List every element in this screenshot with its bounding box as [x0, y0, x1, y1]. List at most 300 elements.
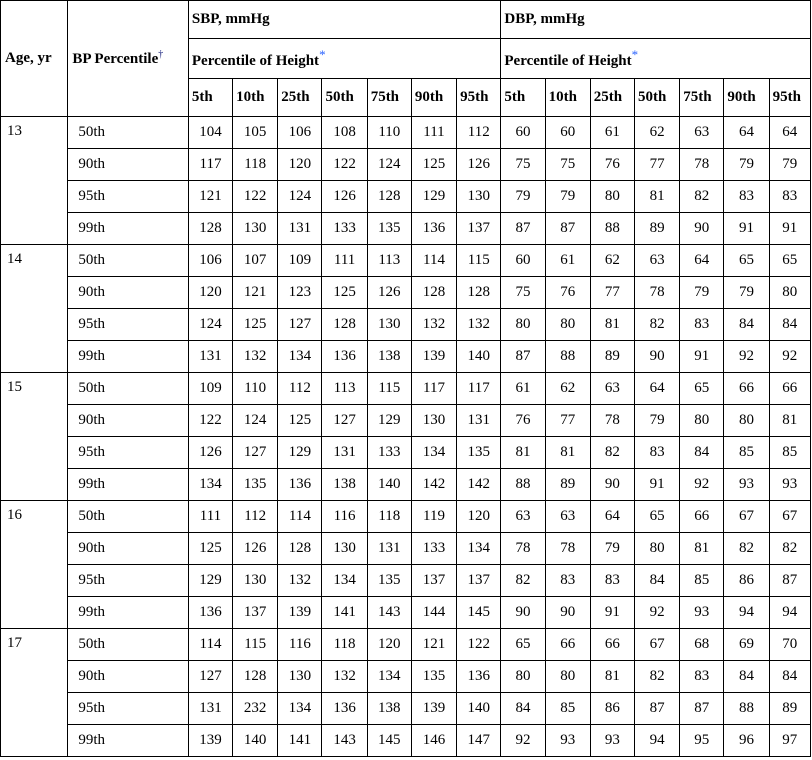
sbp-value-cell: 128 [367, 181, 411, 213]
dbp-value-cell: 83 [769, 181, 810, 213]
dbp-value-cell: 83 [724, 181, 769, 213]
dbp-value-cell: 76 [545, 277, 590, 309]
sbp-value-cell: 117 [188, 149, 232, 181]
sbp-value-cell: 111 [411, 117, 456, 149]
age-cell [1, 565, 68, 597]
age-cell [1, 437, 68, 469]
sbp-col-50th: 50th [322, 79, 367, 117]
bp-percentile-header-top [68, 1, 189, 39]
sbp-value-cell: 135 [367, 565, 411, 597]
sbp-value-cell: 128 [322, 309, 367, 341]
sbp-col-75th: 75th [367, 79, 411, 117]
header-row-percentiles [1, 79, 811, 117]
dbp-value-cell: 63 [680, 117, 724, 149]
dbp-value-cell: 63 [501, 501, 545, 533]
dbp-value-cell: 67 [724, 501, 769, 533]
sbp-value-cell: 112 [278, 373, 322, 405]
sbp-value-cell: 118 [322, 629, 367, 661]
bp-percentile-cell: 50th [68, 629, 189, 661]
sbp-value-cell: 136 [322, 693, 367, 725]
dbp-col-95th: 95th [769, 79, 810, 117]
dbp-value-cell: 87 [501, 341, 545, 373]
bp-percentile-cell: 99th [68, 469, 189, 501]
sbp-col-25th: 25th [278, 79, 322, 117]
sbp-value-cell: 135 [233, 469, 278, 501]
sbp-value-cell: 109 [278, 245, 322, 277]
dbp-col-75th: 75th [680, 79, 724, 117]
table-row [1, 341, 811, 373]
dagger-footnote-mark: † [158, 49, 164, 60]
sbp-value-cell: 128 [188, 213, 232, 245]
dbp-value-cell: 61 [501, 373, 545, 405]
dbp-value-cell: 66 [769, 373, 810, 405]
header-row-height-label [1, 39, 811, 79]
dbp-value-cell: 82 [680, 181, 724, 213]
dbp-value-cell: 64 [680, 245, 724, 277]
dbp-col-5th: 5th [501, 79, 545, 117]
sbp-header: SBP, mmHg [188, 1, 501, 39]
sbp-value-cell: 126 [233, 533, 278, 565]
sbp-value-cell: 130 [367, 309, 411, 341]
dbp-value-cell: 62 [545, 373, 590, 405]
dbp-value-cell: 80 [635, 533, 680, 565]
sbp-col-95th: 95th [457, 79, 501, 117]
sbp-value-cell: 131 [188, 693, 232, 725]
table-row [1, 501, 811, 533]
dbp-value-cell: 81 [769, 405, 810, 437]
age-cell [1, 469, 68, 501]
dbp-value-cell: 90 [635, 341, 680, 373]
table-row [1, 213, 811, 245]
dbp-value-cell: 82 [724, 533, 769, 565]
dbp-value-cell: 84 [635, 565, 680, 597]
dbp-col-10th: 10th [545, 79, 590, 117]
sbp-height-label: Percentile of Height [191, 53, 320, 69]
bp-percentile-cell: 99th [68, 725, 189, 757]
dbp-value-cell: 84 [769, 309, 810, 341]
dbp-value-cell: 85 [545, 693, 590, 725]
table-row [1, 149, 811, 181]
bp-percentile-cell: 50th [68, 501, 189, 533]
dbp-value-cell: 75 [545, 149, 590, 181]
dbp-value-cell: 60 [501, 117, 545, 149]
sbp-value-cell: 145 [457, 597, 501, 629]
dbp-value-cell: 80 [769, 277, 810, 309]
dbp-value-cell: 92 [635, 597, 680, 629]
sbp-value-cell: 147 [457, 725, 501, 757]
sbp-value-cell: 137 [457, 213, 501, 245]
dbp-value-cell: 66 [680, 501, 724, 533]
age-cell: 14 [1, 245, 68, 277]
dbp-value-cell: 62 [635, 117, 680, 149]
dbp-value-cell: 80 [680, 405, 724, 437]
bp-percentile-cell: 90th [68, 533, 189, 565]
sbp-value-cell: 135 [367, 213, 411, 245]
sbp-value-cell: 120 [278, 149, 322, 181]
dbp-value-cell: 81 [590, 661, 634, 693]
age-cell [1, 405, 68, 437]
sbp-value-cell: 137 [411, 565, 456, 597]
sbp-value-cell: 128 [233, 661, 278, 693]
dbp-value-cell: 61 [590, 117, 634, 149]
bp-percentile-header-label: BP Percentile [72, 51, 159, 67]
dbp-value-cell: 83 [635, 437, 680, 469]
dbp-value-cell: 61 [545, 245, 590, 277]
sbp-value-cell: 133 [367, 437, 411, 469]
sbp-value-cell: 121 [188, 181, 232, 213]
dbp-value-cell: 76 [590, 149, 634, 181]
dbp-value-cell: 87 [635, 693, 680, 725]
sbp-value-cell: 124 [367, 149, 411, 181]
dbp-value-cell: 79 [680, 277, 724, 309]
sbp-value-cell: 122 [322, 149, 367, 181]
sbp-value-cell: 130 [457, 181, 501, 213]
table-row [1, 405, 811, 437]
sbp-value-cell: 127 [233, 437, 278, 469]
sbp-value-cell: 110 [233, 373, 278, 405]
dbp-value-cell: 67 [635, 629, 680, 661]
sbp-value-cell: 125 [233, 309, 278, 341]
dbp-value-cell: 86 [724, 565, 769, 597]
sbp-value-cell: 120 [457, 501, 501, 533]
sbp-value-cell: 117 [411, 373, 456, 405]
sbp-value-cell: 124 [278, 181, 322, 213]
sbp-value-cell: 122 [233, 181, 278, 213]
dbp-value-cell: 80 [501, 309, 545, 341]
sbp-value-cell: 114 [278, 501, 322, 533]
bp-percentile-cell: 95th [68, 309, 189, 341]
dbp-value-cell: 68 [680, 629, 724, 661]
table-row [1, 629, 811, 661]
sbp-value-cell: 139 [188, 725, 232, 757]
sbp-value-cell: 117 [457, 373, 501, 405]
sbp-value-cell: 119 [411, 501, 456, 533]
sbp-value-cell: 128 [411, 277, 456, 309]
dbp-value-cell: 87 [680, 693, 724, 725]
dbp-value-cell: 79 [590, 533, 634, 565]
dbp-value-cell: 82 [769, 533, 810, 565]
dbp-value-cell: 91 [635, 469, 680, 501]
table-row [1, 597, 811, 629]
sbp-value-cell: 140 [367, 469, 411, 501]
sbp-value-cell: 115 [233, 629, 278, 661]
dbp-value-cell: 83 [680, 661, 724, 693]
sbp-value-cell: 134 [457, 533, 501, 565]
age-cell [1, 309, 68, 341]
sbp-value-cell: 129 [411, 181, 456, 213]
bp-percentile-cell: 95th [68, 437, 189, 469]
dbp-value-cell: 65 [635, 501, 680, 533]
bp-percentile-cell: 95th [68, 565, 189, 597]
sbp-value-cell: 130 [233, 213, 278, 245]
sbp-value-cell: 135 [411, 661, 456, 693]
dbp-value-cell: 60 [545, 117, 590, 149]
dbp-value-cell: 80 [590, 181, 634, 213]
age-cell [1, 693, 68, 725]
dbp-value-cell: 77 [635, 149, 680, 181]
table-row [1, 117, 811, 149]
sbp-value-cell: 118 [233, 149, 278, 181]
dbp-value-cell: 91 [680, 341, 724, 373]
sbp-value-cell: 115 [367, 373, 411, 405]
dbp-value-cell: 79 [724, 277, 769, 309]
sbp-value-cell: 132 [233, 341, 278, 373]
sbp-value-cell: 140 [233, 725, 278, 757]
sbp-value-cell: 137 [457, 565, 501, 597]
table-row [1, 437, 811, 469]
dbp-value-cell: 83 [680, 309, 724, 341]
age-cell: 13 [1, 117, 68, 149]
dbp-value-cell: 87 [545, 213, 590, 245]
age-header-top [1, 1, 68, 39]
table-row [1, 533, 811, 565]
dbp-value-cell: 91 [769, 213, 810, 245]
dbp-value-cell: 92 [724, 341, 769, 373]
sbp-value-cell: 114 [188, 629, 232, 661]
sbp-value-cell: 135 [457, 437, 501, 469]
dbp-value-cell: 64 [590, 501, 634, 533]
dbp-value-cell: 82 [501, 565, 545, 597]
sbp-value-cell: 108 [322, 117, 367, 149]
dbp-value-cell: 77 [545, 405, 590, 437]
sbp-value-cell: 105 [233, 117, 278, 149]
sbp-value-cell: 138 [367, 693, 411, 725]
dbp-value-cell: 96 [724, 725, 769, 757]
sbp-value-cell: 146 [411, 725, 456, 757]
dbp-value-cell: 78 [545, 533, 590, 565]
sbp-value-cell: 126 [188, 437, 232, 469]
sbp-value-cell: 143 [367, 597, 411, 629]
bp-percentile-cell: 95th [68, 181, 189, 213]
sbp-value-cell: 126 [457, 149, 501, 181]
sbp-value-cell: 111 [188, 501, 232, 533]
sbp-value-cell: 142 [457, 469, 501, 501]
dbp-value-cell: 80 [501, 661, 545, 693]
dbp-value-cell: 81 [501, 437, 545, 469]
table-row [1, 277, 811, 309]
dbp-value-cell: 84 [724, 309, 769, 341]
dbp-value-cell: 79 [501, 181, 545, 213]
sbp-value-cell: 130 [411, 405, 456, 437]
sbp-value-cell: 143 [322, 725, 367, 757]
sbp-value-cell: 113 [367, 245, 411, 277]
dbp-value-cell: 87 [501, 213, 545, 245]
dbp-value-cell: 92 [680, 469, 724, 501]
sbp-value-cell: 120 [188, 277, 232, 309]
dbp-value-cell: 63 [590, 373, 634, 405]
table-row [1, 245, 811, 277]
sbp-value-cell: 129 [188, 565, 232, 597]
dbp-value-cell: 85 [724, 437, 769, 469]
table-row [1, 309, 811, 341]
dbp-value-cell: 89 [635, 213, 680, 245]
sbp-value-cell: 138 [322, 469, 367, 501]
sbp-value-cell: 127 [278, 309, 322, 341]
dbp-value-cell: 76 [501, 405, 545, 437]
sbp-value-cell: 121 [411, 629, 456, 661]
dbp-value-cell: 88 [501, 469, 545, 501]
sbp-value-cell: 126 [322, 181, 367, 213]
age-cell [1, 341, 68, 373]
dbp-value-cell: 64 [635, 373, 680, 405]
dbp-value-cell: 90 [501, 597, 545, 629]
dbp-value-cell: 65 [680, 373, 724, 405]
bp-percentile-cell: 50th [68, 117, 189, 149]
dbp-value-cell: 63 [635, 245, 680, 277]
dbp-value-cell: 81 [590, 309, 634, 341]
sbp-value-cell: 113 [322, 373, 367, 405]
sbp-value-cell: 125 [411, 149, 456, 181]
sbp-value-cell: 123 [278, 277, 322, 309]
dbp-header: DBP, mmHg [501, 1, 811, 39]
dbp-value-cell: 78 [590, 405, 634, 437]
sbp-value-cell: 136 [322, 341, 367, 373]
table-row [1, 373, 811, 405]
age-cell [1, 149, 68, 181]
age-cell [1, 277, 68, 309]
sbp-value-cell: 104 [188, 117, 232, 149]
dbp-value-cell: 81 [545, 437, 590, 469]
sbp-value-cell: 136 [457, 661, 501, 693]
sbp-value-cell: 122 [188, 405, 232, 437]
dbp-value-cell: 97 [769, 725, 810, 757]
sbp-value-cell: 112 [457, 117, 501, 149]
age-cell [1, 213, 68, 245]
sbp-col-5th: 5th [188, 79, 232, 117]
bp-percentile-cell: 50th [68, 373, 189, 405]
dbp-value-cell: 85 [769, 437, 810, 469]
sbp-value-cell: 129 [367, 405, 411, 437]
dbp-value-cell: 78 [501, 533, 545, 565]
dbp-height-label: Percentile of Height [504, 53, 632, 69]
dbp-value-cell: 90 [680, 213, 724, 245]
dbp-value-cell: 89 [769, 693, 810, 725]
dbp-value-cell: 84 [769, 661, 810, 693]
dbp-value-cell: 79 [724, 149, 769, 181]
dbp-value-cell: 75 [501, 149, 545, 181]
bp-percentile-cell: 99th [68, 341, 189, 373]
age-cell [1, 597, 68, 629]
table-row [1, 693, 811, 725]
sbp-value-cell: 130 [322, 533, 367, 565]
dbp-value-cell: 75 [501, 277, 545, 309]
sbp-value-cell: 232 [233, 693, 278, 725]
dbp-value-cell: 92 [769, 341, 810, 373]
dbp-col-25th: 25th [590, 79, 634, 117]
sbp-value-cell: 121 [233, 277, 278, 309]
sbp-value-cell: 141 [322, 597, 367, 629]
sbp-value-cell: 125 [278, 405, 322, 437]
bp-percentile-cell: 95th [68, 693, 189, 725]
dbp-value-cell: 81 [635, 181, 680, 213]
sbp-value-cell: 139 [278, 597, 322, 629]
dbp-value-cell: 92 [501, 725, 545, 757]
asterisk-footnote-mark: * [319, 47, 326, 62]
table-row [1, 565, 811, 597]
dbp-value-cell: 67 [769, 501, 810, 533]
sbp-value-cell: 131 [188, 341, 232, 373]
sbp-value-cell: 133 [322, 213, 367, 245]
bp-percentile-cell: 90th [68, 661, 189, 693]
dbp-value-cell: 80 [724, 405, 769, 437]
table-row [1, 181, 811, 213]
sbp-value-cell: 130 [233, 565, 278, 597]
dbp-value-cell: 95 [680, 725, 724, 757]
dbp-value-cell: 82 [635, 309, 680, 341]
dbp-value-cell: 70 [769, 629, 810, 661]
dbp-value-cell: 80 [545, 309, 590, 341]
dbp-value-cell: 88 [545, 341, 590, 373]
bp-percentile-cell: 99th [68, 597, 189, 629]
dbp-value-cell: 91 [724, 213, 769, 245]
sbp-value-cell: 131 [457, 405, 501, 437]
sbp-value-cell: 114 [411, 245, 456, 277]
sbp-value-cell: 110 [367, 117, 411, 149]
dbp-value-cell: 88 [724, 693, 769, 725]
dbp-value-cell: 66 [590, 629, 634, 661]
dbp-value-cell: 69 [724, 629, 769, 661]
bp-percentile-cell: 50th [68, 245, 189, 277]
sbp-value-cell: 140 [457, 341, 501, 373]
sbp-height-percentile-header [188, 39, 501, 79]
dbp-value-cell: 91 [590, 597, 634, 629]
sbp-value-cell: 106 [188, 245, 232, 277]
age-header-label: Age, yr [5, 50, 52, 66]
dbp-value-cell: 82 [635, 661, 680, 693]
age-cell [1, 725, 68, 757]
sbp-value-cell: 126 [367, 277, 411, 309]
dbp-value-cell: 83 [545, 565, 590, 597]
sbp-value-cell: 136 [188, 597, 232, 629]
sbp-value-cell: 134 [188, 469, 232, 501]
table-row [1, 661, 811, 693]
sbp-value-cell: 127 [188, 661, 232, 693]
dbp-value-cell: 79 [769, 149, 810, 181]
sbp-value-cell: 139 [411, 693, 456, 725]
dbp-value-cell: 84 [680, 437, 724, 469]
sbp-value-cell: 109 [188, 373, 232, 405]
sbp-value-cell: 139 [411, 341, 456, 373]
sbp-value-cell: 111 [322, 245, 367, 277]
sbp-value-cell: 106 [278, 117, 322, 149]
dbp-value-cell: 65 [769, 245, 810, 277]
dbp-value-cell: 81 [680, 533, 724, 565]
sbp-value-cell: 129 [278, 437, 322, 469]
dbp-value-cell: 89 [545, 469, 590, 501]
dbp-value-cell: 93 [680, 597, 724, 629]
dbp-value-cell: 79 [635, 405, 680, 437]
dbp-value-cell: 90 [545, 597, 590, 629]
dbp-value-cell: 64 [769, 117, 810, 149]
sbp-value-cell: 130 [278, 661, 322, 693]
dbp-value-cell: 77 [590, 277, 634, 309]
dbp-value-cell: 82 [590, 437, 634, 469]
dbp-value-cell: 64 [724, 117, 769, 149]
age-cell [1, 533, 68, 565]
dbp-value-cell: 62 [590, 245, 634, 277]
dbp-value-cell: 60 [501, 245, 545, 277]
dbp-value-cell: 94 [635, 725, 680, 757]
asterisk-footnote-mark: * [631, 47, 639, 62]
sbp-value-cell: 131 [278, 213, 322, 245]
sbp-value-cell: 142 [411, 469, 456, 501]
dbp-value-cell: 66 [545, 629, 590, 661]
header-row-groups [1, 1, 811, 39]
dbp-value-cell: 63 [545, 501, 590, 533]
sbp-value-cell: 145 [367, 725, 411, 757]
sbp-value-cell: 132 [411, 309, 456, 341]
dbp-value-cell: 85 [680, 565, 724, 597]
